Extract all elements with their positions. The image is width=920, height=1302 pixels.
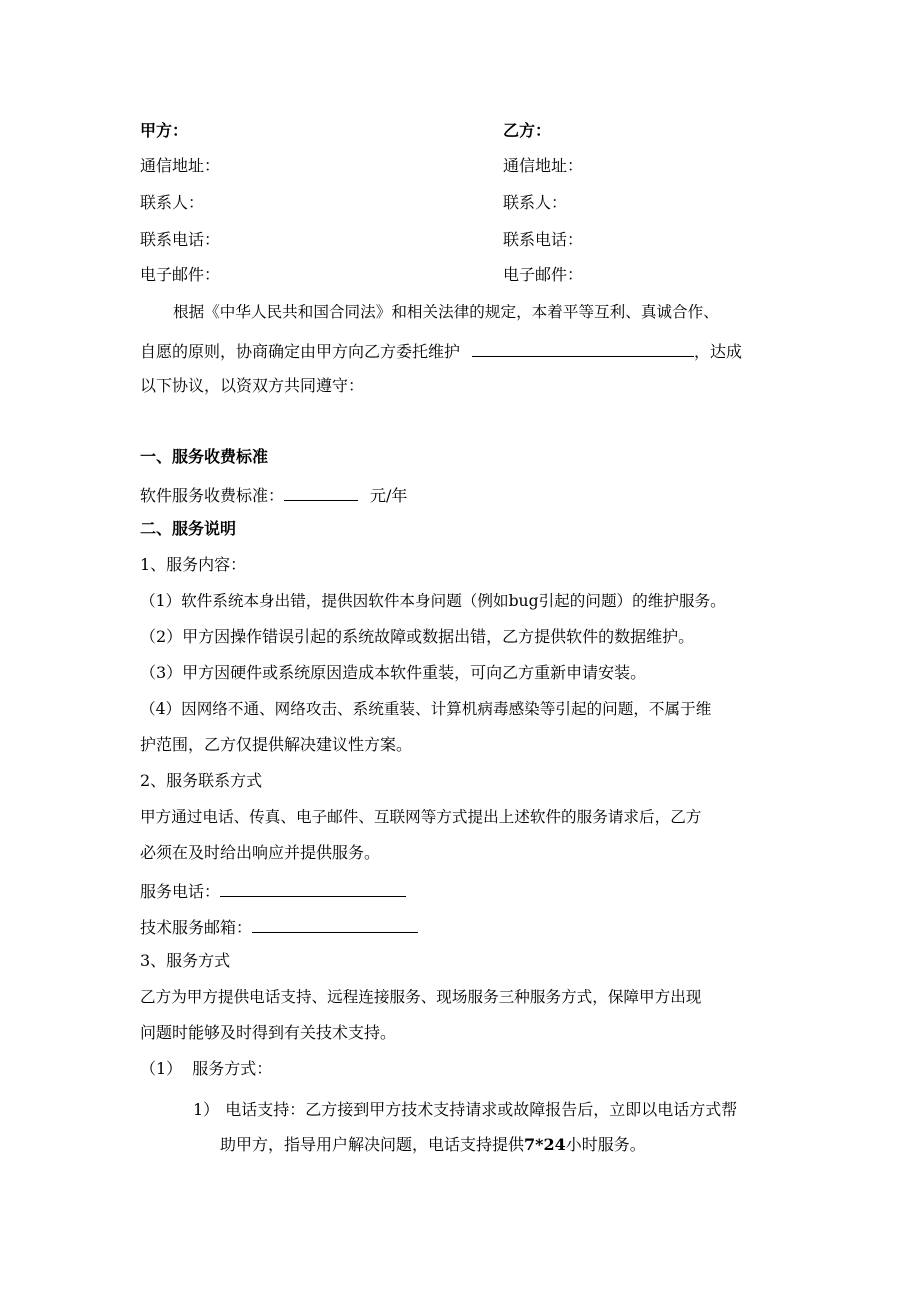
party-a-email: 电子邮件： bbox=[140, 265, 221, 284]
section2-heading: 二、服务说明 bbox=[140, 519, 237, 538]
service-content-title: 1、服务内容： bbox=[140, 555, 247, 574]
party-a-address: 通信地址： bbox=[140, 156, 221, 175]
sub-mode-label: 服务方式： bbox=[192, 1059, 273, 1078]
fee-label: 软件服务收费标准： bbox=[140, 486, 285, 505]
phone-support-number: 1） bbox=[193, 1100, 220, 1119]
party-a-phone: 联系电话： bbox=[140, 230, 221, 249]
service-phone-label: 服务电话： bbox=[140, 882, 221, 901]
maintenance-blank bbox=[472, 338, 694, 357]
content-item-1: （1）软件系统本身出错，提供因软件本身问题（例如bug引起的问题）的维护服务。 bbox=[140, 592, 726, 610]
preamble-line3: 以下协议，以资双方共同遵守： bbox=[140, 376, 365, 395]
preamble-line1: 根据《中华人民共和国合同法》和相关法律的规定，本着平等互利、真诚合作、 bbox=[173, 303, 719, 321]
content-item-3: （3）甲方因硬件或系统原因造成本软件重装，可向乙方重新申请安装。 bbox=[140, 663, 647, 682]
service-email-line bbox=[140, 914, 418, 939]
content-item-4-line1: （4）因网络不通、网络攻击、系统重装、计算机病毒感染等引起的问题，不属于维 bbox=[140, 700, 712, 718]
service-phone-line bbox=[140, 878, 406, 903]
sub-mode-line bbox=[140, 1058, 272, 1080]
fee-blank bbox=[284, 482, 358, 501]
content-item-4-line2: 护范围，乙方仅提供解决建议性方案。 bbox=[140, 735, 413, 754]
preamble-line2-pre: 自愿的原则，协商确定由甲方向乙方委托维护 bbox=[140, 342, 461, 361]
sub-mode-number: （1） bbox=[140, 1059, 183, 1078]
phone-support-hours: 7*24 bbox=[524, 1135, 566, 1154]
party-a-label: 甲方： bbox=[140, 121, 189, 140]
service-contact-title: 2、服务联系方式 bbox=[140, 771, 263, 790]
party-b-contact: 联系人： bbox=[503, 193, 568, 212]
fee-unit: 元/年 bbox=[370, 486, 408, 505]
section1-heading: 一、服务收费标准 bbox=[140, 447, 269, 466]
mode-desc-line2: 问题时能够及时得到有关技术支持。 bbox=[140, 1023, 397, 1042]
preamble-line2 bbox=[140, 338, 742, 363]
service-phone-blank bbox=[220, 878, 406, 897]
content-item-2: （2）甲方因操作错误引起的系统故障或数据出错，乙方提供软件的数据维护。 bbox=[140, 627, 695, 646]
party-b-email: 电子邮件： bbox=[503, 265, 584, 284]
party-b-address: 通信地址： bbox=[503, 156, 584, 175]
phone-support-line1 bbox=[193, 1099, 737, 1121]
party-b-label: 乙方： bbox=[503, 121, 552, 140]
party-b-phone: 联系电话： bbox=[503, 230, 584, 249]
service-email-label: 技术服务邮箱： bbox=[140, 918, 253, 937]
mode-desc-line1: 乙方为甲方提供电话支持、远程连接服务、现场服务三种服务方式，保障甲方出现 bbox=[140, 988, 702, 1006]
service-email-blank bbox=[252, 914, 418, 933]
phone-support-line2 bbox=[220, 1134, 646, 1156]
contact-desc-line2: 必须在及时给出响应并提供服务。 bbox=[140, 843, 381, 862]
service-mode-title: 3、服务方式 bbox=[140, 951, 231, 970]
phone-support-text1: 电话支持：乙方接到甲方技术支持请求或故障报告后，立即以电话方式帮 bbox=[225, 1100, 738, 1119]
contact-desc-line1: 甲方通过电话、传真、电子邮件、互联网等方式提出上述软件的服务请求后，乙方 bbox=[140, 808, 702, 826]
preamble-line2-post: ，达成 bbox=[694, 342, 743, 361]
phone-support-text2: 助甲方，指导用户解决问题，电话支持提供 bbox=[220, 1135, 525, 1154]
fee-line bbox=[140, 482, 407, 507]
phone-support-text3: 小时服务。 bbox=[565, 1135, 646, 1154]
party-a-contact: 联系人： bbox=[140, 193, 205, 212]
